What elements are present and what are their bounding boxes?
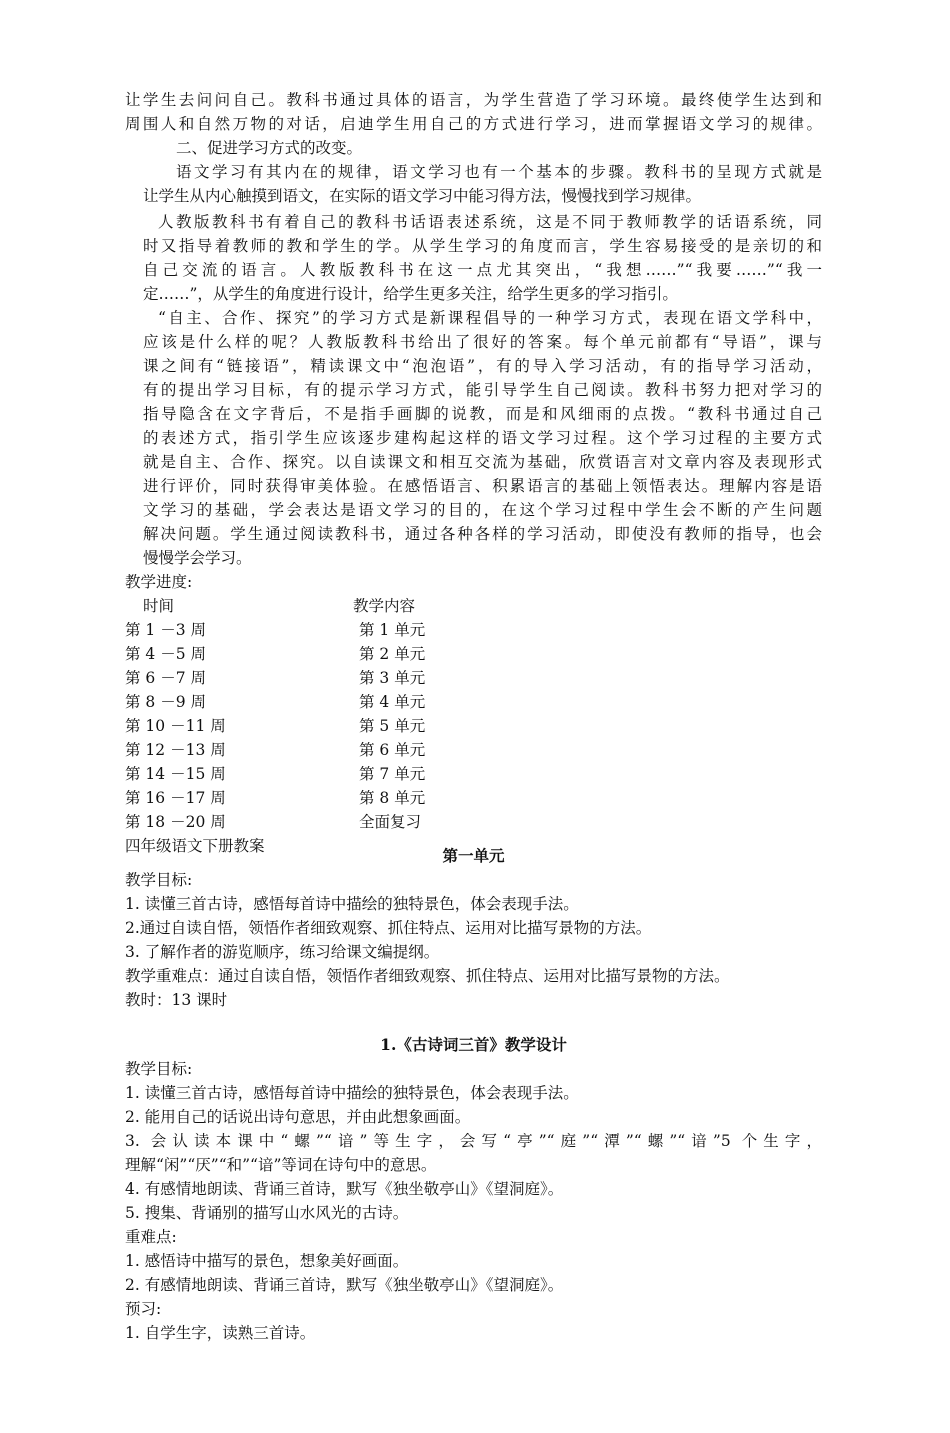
schedule-content: 第 2 单元 (359, 645, 426, 663)
intro-line: 周围人和自然万物的对话，启迪学生用自己的方式进行学习，进而掌握语文学习的规律。 (125, 115, 822, 133)
difficulty-item: 1. 感悟诗中描写的景色，想象美好画面。 (125, 1252, 409, 1270)
schedule-time: 第 18 －20 周 (125, 813, 226, 831)
paragraph-line: 的表述方式，指引学生应该逐步建构起这样的语文学习过程。这个学习过程的主要方式 (143, 429, 822, 447)
difficulty-label: 重难点: (125, 1228, 177, 1246)
goal-item: 理解“闲”“厌”“和”“谙”等词在诗句中的意思。 (125, 1156, 437, 1174)
paragraph-line: 指导隐含在文字背后，不是指手画脚的说教，而是和风细雨的点拨。“教科书通过自己 (143, 405, 822, 423)
goals-label: 教学目标: (125, 871, 193, 889)
schedule-time: 第 4 －5 周 (125, 645, 207, 663)
goal-item: 1. 读懂三首古诗，感悟每首诗中描绘的独特景色，体会表现手法。 (125, 1084, 579, 1102)
goal-item: 2.通过自读自悟，领悟作者细致观察、抓住特点、运用对比描写景物的方法。 (125, 919, 652, 937)
paragraph-line: 自己交流的语言。人教版教科书在这一点尤其突出，“我想……”“我要……”“我一 (143, 261, 822, 279)
paragraph-line: 解决问题。学生通过阅读教科书，通过各种各样的学习活动，即使没有教师的指导，也会 (143, 525, 822, 543)
key-points: 教学重难点：通过自读自悟，领悟作者细致观察、抓住特点、运用对比描写景物的方法。 (125, 967, 730, 985)
paragraph-line: 定……”，从学生的角度进行设计，给学生更多关注，给学生更多的学习指引。 (143, 285, 678, 303)
paragraph-line: “自主、合作、探究”的学习方式是新课程倡导的一种学习方式，表现在语文学科中， (158, 309, 822, 327)
intro-line: 让学生去问问自己。教科书通过具体的语言，为学生营造了学习环境。最终使学生达到和 (125, 91, 822, 109)
paragraph-line: 文学习的基础，学会表达是语文学习的目的，在这个学习过程中学生会不断的产生问题 (143, 501, 822, 519)
schedule-title: 教学进度: (125, 573, 193, 591)
schedule-content: 第 3 单元 (359, 669, 426, 687)
schedule-col-time: 时间 (143, 597, 175, 615)
paragraph-line: 应该是什么样的呢？人教版教科书给出了很好的答案。每个单元前都有“导语”，课与 (143, 333, 822, 351)
schedule-col-content: 教学内容 (353, 597, 416, 615)
preview-item: 1. 自学生字，读熟三首诗。 (125, 1324, 316, 1342)
schedule-content: 第 8 单元 (359, 789, 426, 807)
document-subtitle: 四年级语文下册教案 (125, 837, 265, 855)
goal-item: 5. 搜集、背诵别的描写山水风光的古诗。 (125, 1204, 409, 1222)
schedule-time: 第 14 －15 周 (125, 765, 226, 783)
schedule-time: 第 8 －9 周 (125, 693, 207, 711)
goal-item: 4. 有感情地朗读、背诵三首诗，默写《独坐敬亭山》《望洞庭》。 (125, 1180, 564, 1198)
paragraph-line: 进行评价，同时获得审美体验。在感悟语言、积累语言的基础上领悟表达。理解内容是语 (143, 477, 822, 495)
paragraph-line: 有的提出学习目标，有的提示学习方式，能引导学生自己阅读。教科书努力把对学习的 (143, 381, 822, 399)
schedule-content: 第 4 单元 (359, 693, 426, 711)
difficulty-item: 2. 有感情地朗读、背诵三首诗，默写《独坐敬亭山》《望洞庭》。 (125, 1276, 564, 1294)
schedule-time: 第 12 －13 周 (125, 741, 226, 759)
paragraph-line: 人教版教科书有着自己的教科书话语表述系统，这是不同于教师教学的话语系统，同 (158, 213, 822, 231)
schedule-content: 全面复习 (359, 813, 422, 831)
schedule-content: 第 6 单元 (359, 741, 426, 759)
goal-item: 3. 会认读本课中“螺”“谙”等生字，会写“亭”“庭”“潭”“螺”“谙”5 个生字， (125, 1132, 822, 1150)
schedule-content: 第 5 单元 (359, 717, 426, 735)
schedule-content: 第 1 单元 (359, 621, 426, 639)
paragraph-line: 时又指导着教师的教和学生的学。从学生学习的角度而言，学生容易接受的是亲切的和 (143, 237, 822, 255)
paragraph-line: 课之间有“链接语”，精读课文中“泡泡语”，有的导入学习活动，有的指导学习活动， (143, 357, 822, 375)
goal-item: 3. 了解作者的游览顺序，练习给课文编提纲。 (125, 943, 440, 961)
schedule-content: 第 7 单元 (359, 765, 426, 783)
goals-label: 教学目标: (125, 1060, 193, 1078)
preview-label: 预习: (125, 1300, 162, 1318)
schedule-time: 第 10 －11 周 (125, 717, 226, 735)
section-heading: 二、促进学习方式的改变。 (176, 139, 363, 157)
paragraph-line: 慢慢学会学习。 (143, 549, 252, 567)
unit-title: 第一单元 (442, 846, 505, 865)
paragraph-line: 就是自主、合作、探究。以自读课文和相互交流为基础，欣赏语言对文章内容及表现形式 (143, 453, 822, 471)
schedule-time: 第 1 －3 周 (125, 621, 207, 639)
goal-item: 2. 能用自己的话说出诗句意思，并由此想象画面。 (125, 1108, 471, 1126)
lesson-title: 1.《古诗词三首》教学设计 (380, 1035, 567, 1054)
lesson-hours: 教时：13 课时 (125, 991, 228, 1009)
goal-item: 1. 读懂三首古诗，感悟每首诗中描绘的独特景色，体会表现手法。 (125, 895, 579, 913)
paragraph-line: 语文学习有其内在的规律，语文学习也有一个基本的步骤。教科书的呈现方式就是 (176, 163, 822, 181)
paragraph-line: 让学生从内心触摸到语文，在实际的语文学习中能习得方法，慢慢找到学习规律。 (143, 187, 702, 205)
schedule-time: 第 6 －7 周 (125, 669, 207, 687)
schedule-time: 第 16 －17 周 (125, 789, 226, 807)
